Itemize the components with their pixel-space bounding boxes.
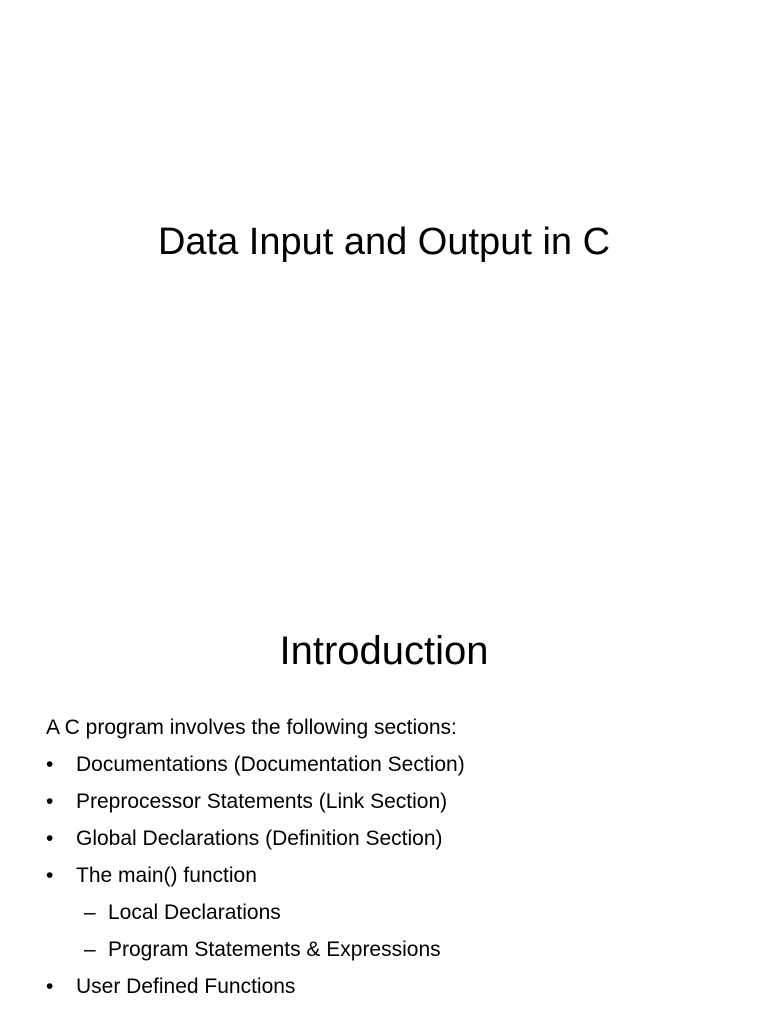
list-item-text: Global Declarations (Definition Section) [76, 827, 443, 850]
sub-list-item [46, 898, 746, 935]
bullet-icon: • [46, 827, 54, 850]
list-item [46, 750, 746, 787]
slide-body [46, 713, 746, 1009]
dash-icon: – [84, 901, 96, 924]
list-item-text: Preprocessor Statements (Link Section) [76, 790, 448, 813]
bullet-icon: • [46, 975, 54, 998]
list-item-text: The main() function [76, 864, 257, 887]
sub-list-item-text: Program Statements & Expressions [108, 938, 441, 961]
list-item [46, 787, 746, 824]
list-item [46, 972, 746, 1009]
slide-title: Data Input and Output in C [157, 221, 611, 263]
main-function-sublist [46, 898, 746, 972]
list-item-text: User Defined Functions [76, 975, 296, 998]
sub-list-item-text: Local Declarations [108, 901, 281, 924]
introduction-slide [0, 576, 768, 1024]
bullet-icon: • [46, 753, 54, 776]
slide-heading: Introduction [279, 629, 489, 673]
sections-list [46, 750, 746, 898]
intro-text: A C program involves the following sections: [46, 716, 457, 739]
bullet-icon: • [46, 790, 54, 813]
list-item-text: Documentations (Documentation Section) [76, 753, 465, 776]
sections-list-continued [46, 972, 746, 1009]
list-item [46, 824, 746, 861]
bullet-icon: • [46, 864, 54, 887]
dash-icon: – [84, 938, 96, 961]
sub-list-item [46, 935, 746, 972]
list-item [46, 861, 746, 898]
